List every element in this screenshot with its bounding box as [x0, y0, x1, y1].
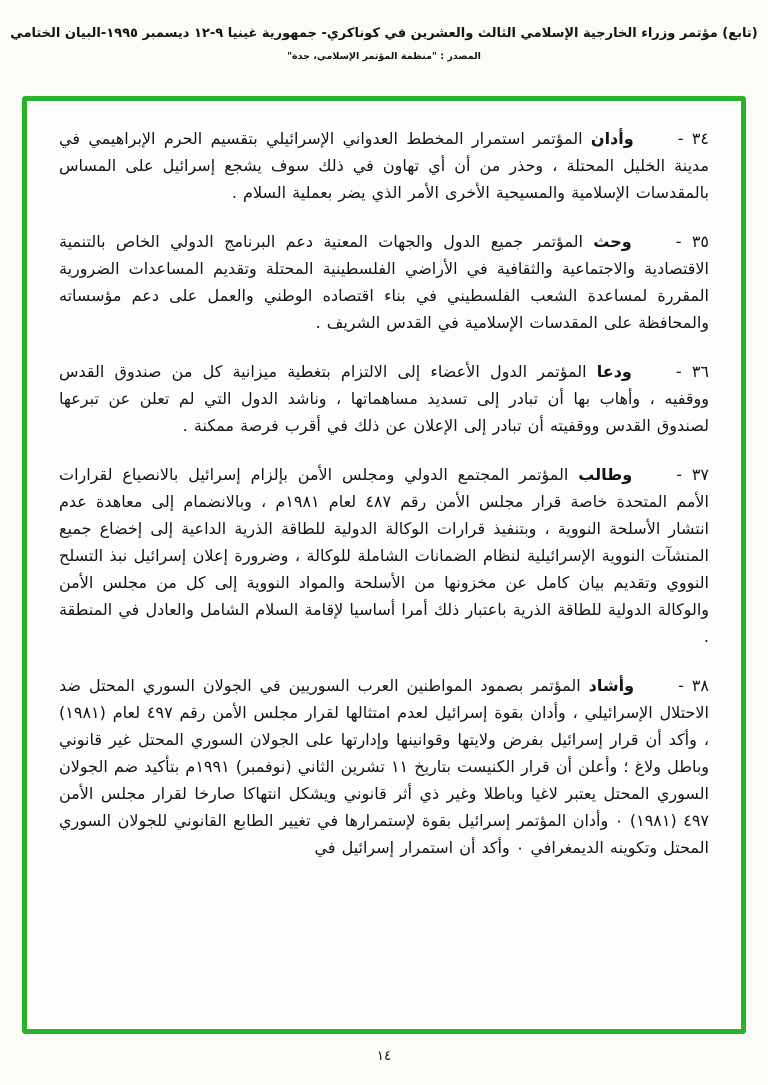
- paragraph-number: ٣٧ -: [676, 465, 709, 484]
- paragraph-lead-word: وطالب: [578, 465, 633, 484]
- page-number: ١٤: [376, 1048, 392, 1064]
- header-source-line: المصدر : "منظمة المؤتمر الإسلامي، جدة": [287, 51, 481, 62]
- header-title: (تابع) مؤتمر وزراء الخارجية الإسلامي الثالث والعشرين في كوناكري- جمهورية غينيا ٩-١٢ ديسمبر ١٩٩٥-البيان الختامي: [10, 26, 758, 41]
- paragraph-text: المؤتمر جميع الدول والجهات المعنية دعم البرنامج الدولي الخاص بالتنمية الاقتصادية والاجتماعية والثقافية في الأراضي الفلسطينية المحتلة وتقديم المساعدات الضرورية المقررة لمساعدة الشعب الفلسطيني في بناء اقتصاده الوطني والعمل على دعم مؤسساته والمحافظة على المقدسات الإسلامية في القدس الشريف .: [59, 232, 709, 332]
- paragraph-text: المؤتمر بصمود المواطنين العرب السوريين في الجولان السوري المحتل ضد الاحتلال الإسرائيلي ، وأدان بقوة إسرائيل لعدم امتثالها لقرار مجلس الأمن رقم ٤٩٧ لعام (١٩٨١) ، وأكد أن قرار إسرائيل بفرض ولايتها وقوانينها وإدارتها على الجولان السوري المحتل غير قانوني وباطل ولاغ ؛ وأعلن أن قرار الكنيست بتاريخ ١١ تشرين الثاني (نوفمبر) ١٩٩١م بتأكيد ضم الجولان السوري المحتل يعتبر لاغيا وباطلا وغير ذي أثر قانوني ويشكل انتهاكا صارخا لقرار مجلس الأمن ٤٩٧ (١٩٨١) ٠ وأدان المؤتمر إسرائيل بقوة لإستمرارها في تغيير الطابع القانوني للجولان السوري المحتل وتكوينه الديمغرافي ٠ وأكد أن استمرار إسرائيل في: [59, 676, 710, 857]
- paragraph-text: المؤتمر الدول الأعضاء إلى الالتزام بتغطية ميزانية كل من صندوق القدس ووقفيه ، وأهاب بها أن تبادر إلى تسديد مساهماتها ، وناشد الدول التي لم تعلن عن تبرعها لصندوق القدس ووقفيته أن تبادر إلى الإعلان عن ذلك في أقرب فرصة ممكنة .: [59, 362, 709, 435]
- paragraph-lead-word: ودعا: [596, 362, 632, 381]
- paragraph-list: [59, 125, 709, 861]
- paragraph-lead-word: وحث: [593, 232, 632, 251]
- green-border-content-box: [22, 96, 746, 1034]
- paragraph-37: [59, 461, 709, 650]
- paragraph-35: [59, 228, 709, 336]
- paragraph-number: ٣٤ -: [677, 129, 710, 148]
- document-header: [0, 0, 768, 62]
- paragraph-38: [59, 672, 709, 861]
- paragraph-text: المؤتمر استمرار المخطط العدواني الإسرائيلي بتقسيم الحرم الإبراهيمي في مدينة الخليل المحتلة ، وحذر من أن أي تهاون في ذلك سوف يشجع إسرائيل على المساس بالمقدسات الإسلامية والمسيحية الأخرى الأمر الذي يضر بعملية السلام .: [59, 129, 709, 202]
- paragraph-36: [59, 358, 709, 439]
- paragraph-lead-word: وأشاد: [588, 676, 635, 695]
- paragraph-number: ٣٨ -: [678, 676, 710, 695]
- paragraph-34: [59, 125, 709, 206]
- paragraph-number: ٣٦ -: [675, 362, 709, 381]
- paragraph-text: المؤتمر المجتمع الدولي ومجلس الأمن بإلزام إسرائيل بالانصياع لقرارات الأمم المتحدة خاصة قرار مجلس الأمن رقم ٤٨٧ لعام ١٩٨١م ، وبالانضمام إلى معاهدة عدم انتشار الأسلحة النووية ، وبتنفيذ قرارات الوكالة الدولية للطاقة الذرية الداعية إلى إخضاع جميع المنشآت النووية الإسرائيلية لنظام الضمانات الشاملة للوكالة ، وضرورة إعلان إسرائيل نبذ التسلح النووي وتقديم بيان كامل عن مخزونها من الأسلحة والمواد النووية إلى كل من مجلس الأمن والوكالة الدولية للطاقة الذرية باعتبار ذلك أمرا أساسيا لإقامة السلام الشامل والعادل في المنطقة .: [59, 465, 709, 646]
- paragraph-number: ٣٥ -: [675, 232, 710, 251]
- paragraph-lead-word: وأدان: [590, 129, 634, 148]
